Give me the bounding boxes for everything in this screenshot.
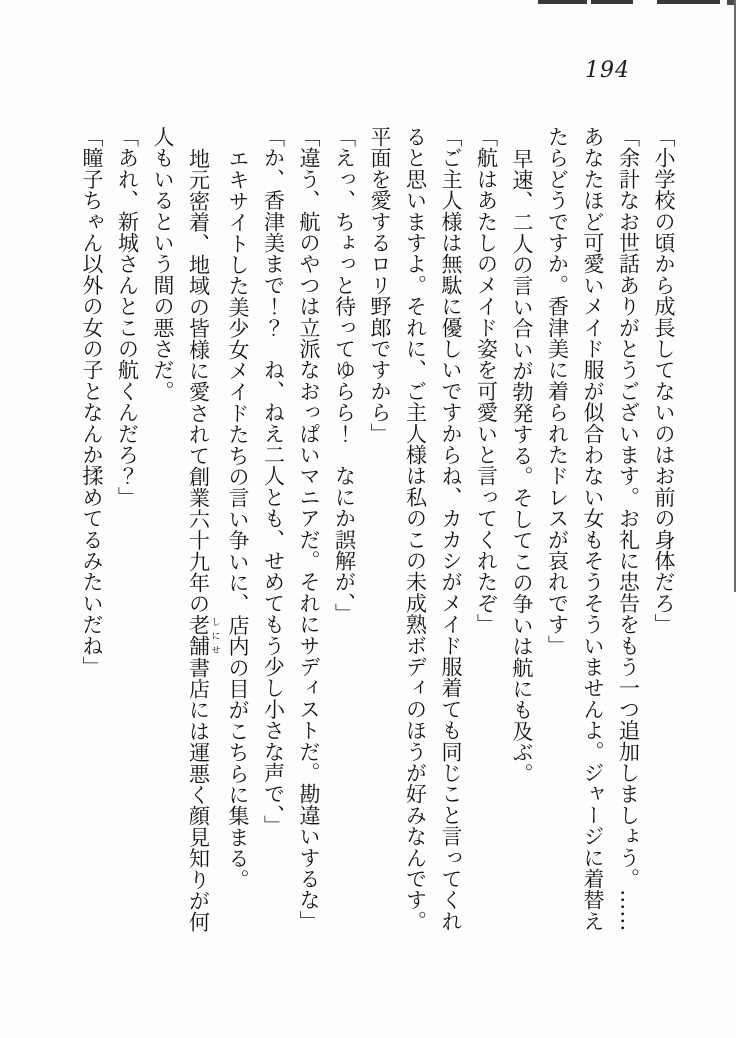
scan-artifact-line (657, 0, 720, 4)
text-block (74, 126, 682, 940)
text-column-6: 「航はあたしのメイド姿を可愛いと言ってくれたぞ」 (474, 126, 499, 635)
text-column-13: エキサイトした美少女メイドたちの言い争いに、店内の目がこちらに集まる。 (226, 148, 250, 890)
text-column-12: 「か、香津美まで！？ ね、ねえ二人とも、せめてもう少し小さな声で、」 (261, 126, 286, 837)
ruby-annotated-word: 老舗 しにせ (186, 614, 220, 657)
text-column-8: ると思いますよ。それに、ご主人様は私のこの未成熟ボディのほうが好みなんです。 (403, 126, 428, 932)
text-column-10: 「えっ、ちょっと待ってゆらら！ なにか誤解が、」 (332, 126, 357, 625)
scan-artifact-line (727, 0, 734, 5)
text-column-11: 「違う、航のやつは立派なおっぱいマニアだ。それにサディストだ。勘違いするな」 (297, 126, 321, 932)
text-column-15: 人もいるという間の悪さだ。 (151, 126, 175, 402)
text-column-4: たらどうですか。香津美に着られたドレスが哀れです」 (545, 126, 570, 656)
page-number: 194 (585, 58, 630, 83)
text-column-1: 「小学校の頃から成長してないのはお前の身体だろ」 (652, 126, 676, 635)
scan-artifact-line (538, 0, 587, 4)
text-column-2: 「余計なお世話ありがとうございます。お礼に忠告をもう一つ追加しましょう。…… (616, 126, 641, 932)
text-column-5: 早速、二人の言い合いが勃発する。そしてこの争いは航にも及ぶ。 (510, 148, 534, 784)
text-column-7: 「ご主人様は無駄に優しいですからね、カカシがメイド服着ても同じこと言ってくれ (439, 126, 463, 932)
scan-artifact-line (591, 0, 633, 4)
text-column-16: 「あれ、新城さんとこの航くんだろ？」 (115, 126, 140, 508)
text-column-17: 「瞳子ちゃん以外の女の子となんか揉めてるみたいだね」 (80, 126, 104, 678)
text-column-14: 地元密着、地域の皆様に愛されて創業六十九年の老舗 しにせ書店には運悪く顔見知りが何 (186, 148, 220, 933)
text-column-9: 平面を愛するロリ野郎ですから」 (368, 126, 392, 444)
text-column-3: あなたほど可愛いメイド服が似合わない女もそうそういませんよ。ジャージに着替え (581, 126, 605, 932)
